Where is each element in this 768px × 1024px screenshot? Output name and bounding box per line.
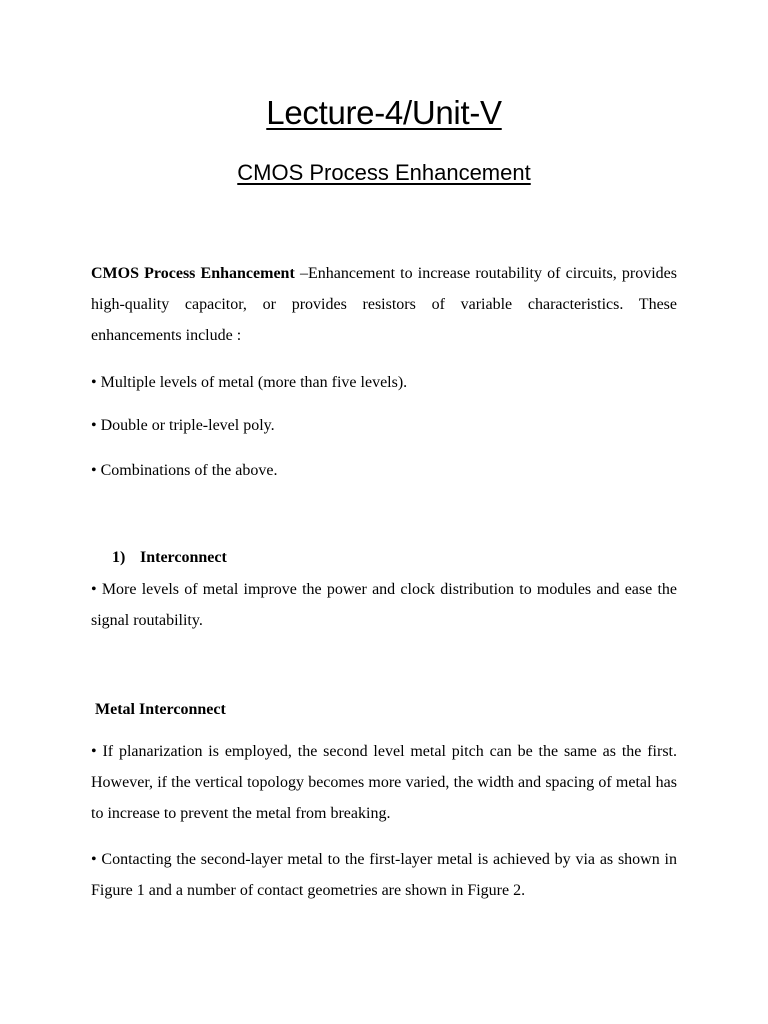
section-number: 1) (112, 549, 126, 566)
planarization-paragraph: • If planarization is employed, the second level metal pitch can be the same as the first. However, if the vertical topology becomes more varied, the width and spacing of metal has to increase to prevent the metal from breaking. (91, 743, 677, 822)
section-heading-text: Interconnect (140, 549, 227, 566)
section-heading-metal-interconnect: Metal Interconnect (95, 701, 226, 718)
contact-paragraph: • Contacting the second-layer metal to the first-layer metal is achieved by via as shown in Figure 1 and a number of contact geometries are shown in Figure 2. (91, 851, 677, 899)
intro-lead: CMOS Process Enhancement (91, 265, 295, 282)
bullet-item: • Combinations of the above. (91, 462, 278, 479)
intro-text: –Enhancement to increase routability of circuits, provides high-quality capacitor, or provides resistors of variable characteristics. These enhancements include : (91, 265, 678, 344)
intro-paragraph (91, 258, 677, 351)
bullet-item: • Multiple levels of metal (more than five levels). (91, 374, 408, 391)
page-subtitle: CMOS Process Enhancement (237, 160, 531, 185)
page-title: Lecture-4/Unit-V (266, 94, 502, 131)
interconnect-paragraph: • More levels of metal improve the power and clock distribution to modules and ease the signal routability. (91, 581, 677, 629)
bullet-item: • Double or triple-level poly. (91, 417, 275, 434)
section-heading-interconnect (112, 542, 227, 573)
